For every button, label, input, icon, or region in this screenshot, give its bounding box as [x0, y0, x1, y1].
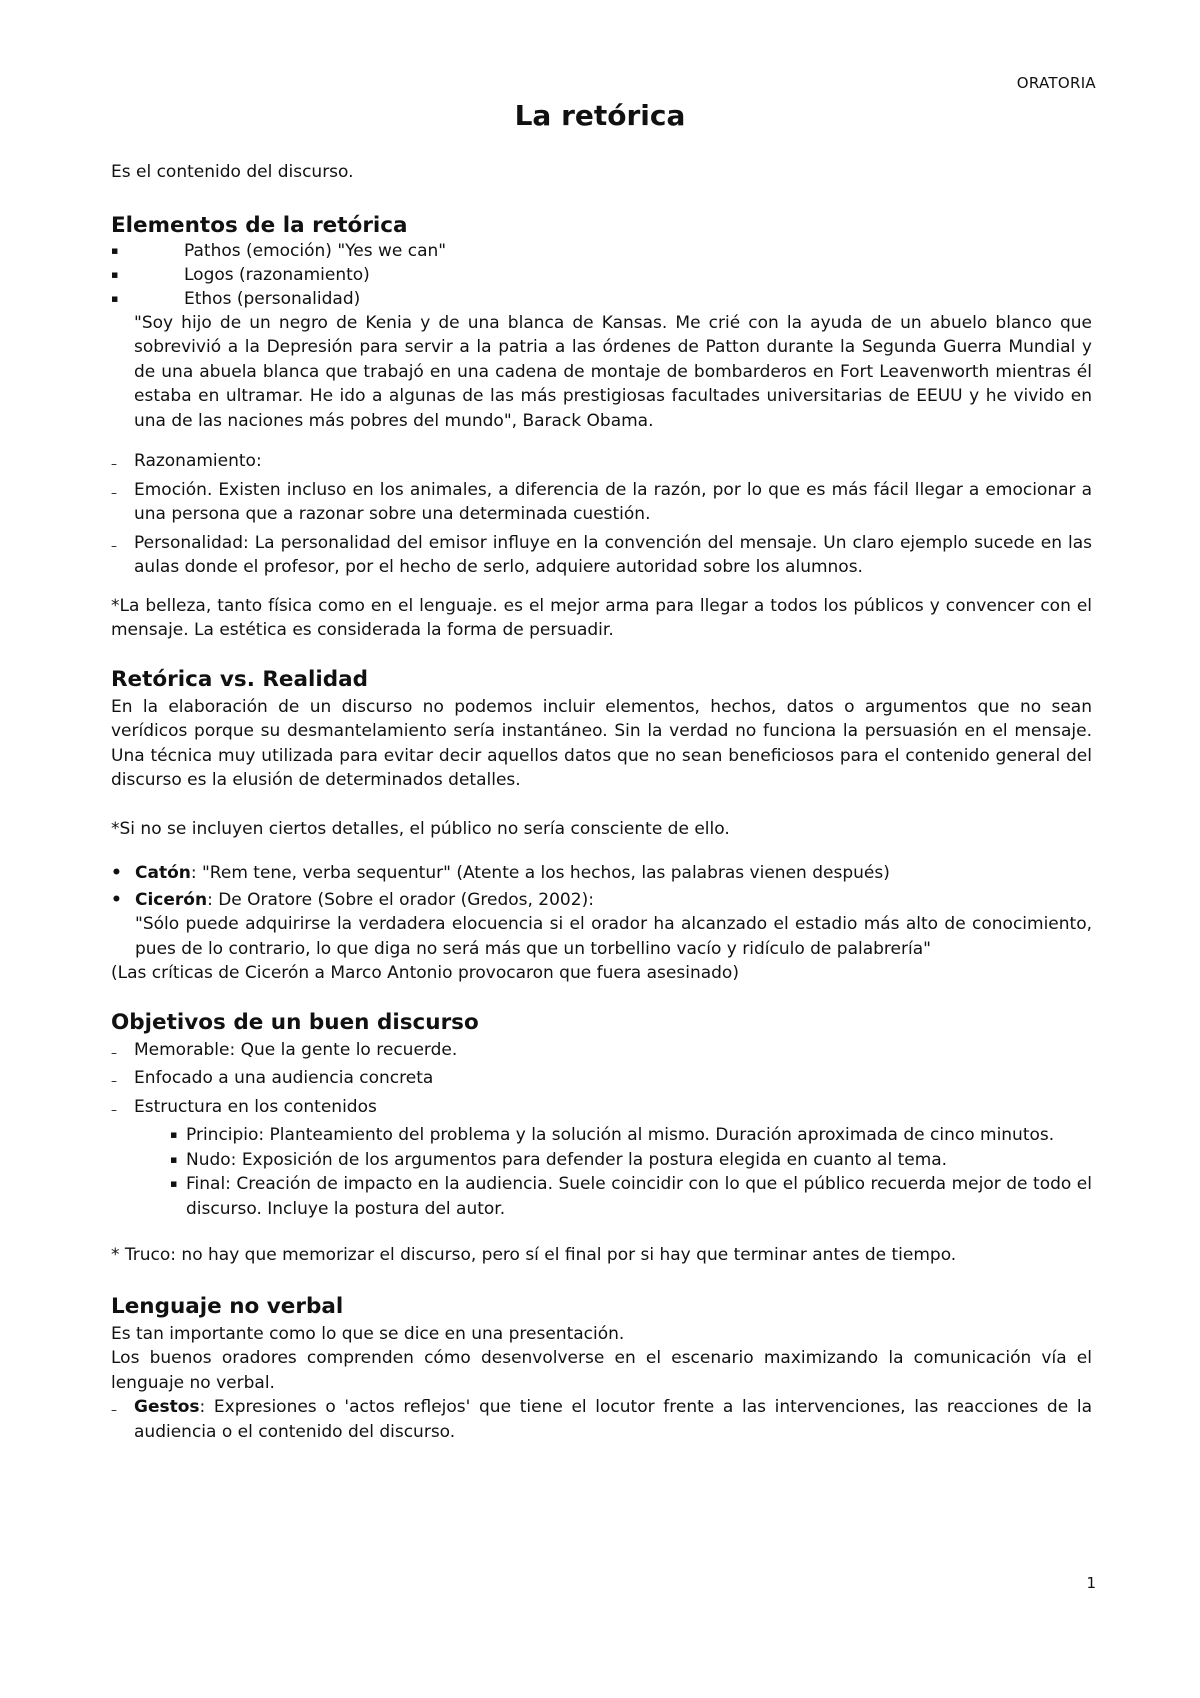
list-item — [111, 1395, 1092, 1444]
gestos-name: Gestos — [134, 1397, 200, 1417]
list-item: – Personalidad: La personalidad del emisor influye en la convención del mensaje. Un claro ejemplo sucede en las aulas donde el profesor, por el hecho de serlo, adquiere autoridad sobre los alumnos. — [111, 531, 1092, 580]
intro-text: Es el contenido del discurso. — [111, 162, 354, 182]
belleza-note: *La belleza, tanto física como en el lenguaje. es el mejor arma para llegar a todos los públicos y convencer con el mensaje. La estética es considerada la forma de persuadir. — [111, 595, 1092, 640]
caton-text: : "Rem tene, verba sequentur" (Atente a los hechos, las palabras vienen después) — [190, 863, 890, 883]
estructura-sublist — [111, 1123, 1092, 1221]
elementos-list — [111, 239, 1092, 311]
list-item: ▪ Pathos (emoción) "Yes we can" — [111, 239, 1092, 263]
caton-name: Catón — [135, 863, 191, 883]
list-item: ▪ Nudo: Exposición de los argumentos para defender la postura elegida en cuanto al tema. — [111, 1148, 1092, 1173]
document-body — [111, 160, 1092, 1444]
gestos-text: : Expresiones o 'actos reflejos' que tiene el locutor frente a las intervenciones, las reacciones de la audiencia o el contenido del discurso. — [134, 1397, 1092, 1442]
list-item: – Enfocado a una audiencia concreta — [111, 1066, 1092, 1091]
section-heading-lenguaje: Lenguaje no verbal — [111, 1293, 344, 1319]
lenguaje-line-1: Es tan importante como lo que se dice en una presentación. — [111, 1323, 625, 1344]
ciceron-name: Cicerón — [135, 889, 208, 910]
bullet-marker: ▪ — [170, 1128, 178, 1141]
page-number: 1 — [1086, 1574, 1096, 1592]
ciceron-text: : De Oratore (Sobre el orador (Gredos, 2002): — [207, 889, 594, 910]
running-header: ORATORIA — [1016, 74, 1096, 92]
section-heading-elementos: Elementos de la retórica — [111, 212, 408, 238]
ciceron-quote: "Sólo puede adquirirse la verdadera elocuencia si el orador ha alcanzado el estadio más alto de conocimiento, pues de lo contrario, lo que diga no será más que un torbellino vacío y ridículo de palabrería" — [135, 914, 1092, 959]
objetivos-list — [111, 1038, 1092, 1120]
ciceron-closing: (Las críticas de Cicerón a Marco Antonio provocaron que fuera asesinado) — [111, 963, 739, 983]
list-item: – Emoción. Existen incluso en los animales, a diferencia de la razón, por lo que es más fácil llegar a emocionar a una persona que a razonar sobre una determinada cuestión. — [111, 478, 1092, 527]
section-heading-realidad: Retórica vs. Realidad — [111, 666, 369, 692]
bullet-marker: ▪ — [170, 1177, 178, 1190]
list-item — [111, 861, 1092, 886]
list-item: – Razonamiento: — [111, 449, 1092, 474]
list-item — [111, 888, 1092, 913]
list-item: – Estructura en los contenidos — [111, 1095, 1092, 1120]
lenguaje-line-2: Los buenos oradores comprenden cómo desenvolverse en el escenario maximizando la comunicación vía el lenguaje no verbal. — [111, 1348, 1092, 1393]
list-item: ▪ Final: Creación de impacto en la audiencia. Suele coincidir con lo que el público recuerda mejor de todo el discurso. Incluye la postura del autor. — [170, 1174, 1092, 1219]
truco-note: * Truco: no hay que memorizar el discurso, pero sí el final por si hay que terminar antes de tiempo. — [111, 1245, 957, 1265]
realidad-note: *Si no se incluyen ciertos detalles, el público no sería consciente de ello. — [111, 818, 730, 839]
list-item: ▪ Ethos (personalidad) — [111, 287, 1092, 311]
realidad-paragraph: En la elaboración de un discurso no podemos incluir elementos, hechos, datos o argumentos que no sean verídicos porque su desmantelamiento sería instantáneo. Sin la verdad no funciona la persuasión en el mensaje. Una técnica muy utilizada para evitar decir aquellos datos que no sean beneficiosos para el contenido general del discurso es la elusión de determinados detalles. — [111, 696, 1092, 790]
elementos-dash-list — [111, 449, 1092, 580]
obama-quote: "Soy hijo de un negro de Kenia y de una blanca de Kansas. Me crié con la ayuda de un abuelo blanco que sobrevivió a la Depresión para servir a la patria a las órdenes de Patton durante la Segunda Guerra Mundial y de una abuela blanca que trabajó en una cadena de montaje de bombarderos en Fort Leavenworth mientras él estaba en ultramar. He ido a algunas de las más prestigiosas facultades universitarias de EEUU y he vivido en una de las naciones más pobres del mundo", Barack Obama. — [134, 312, 1092, 431]
bullet-marker: ▪ — [170, 1152, 178, 1166]
lenguaje-list — [111, 1395, 1092, 1444]
list-item: – Memorable: Que la gente lo recuerde. — [111, 1038, 1092, 1063]
list-item: ▪ Principio: Planteamiento del problema y la solución al mismo. Duración aproximada de cinco minutos. — [111, 1123, 1092, 1148]
section-heading-objetivos: Objetivos de un buen discurso — [111, 1009, 479, 1035]
list-item: ▪ Logos (razonamiento) — [111, 263, 1092, 287]
page-title: La retórica — [514, 99, 686, 132]
quotes-list — [111, 861, 1092, 912]
